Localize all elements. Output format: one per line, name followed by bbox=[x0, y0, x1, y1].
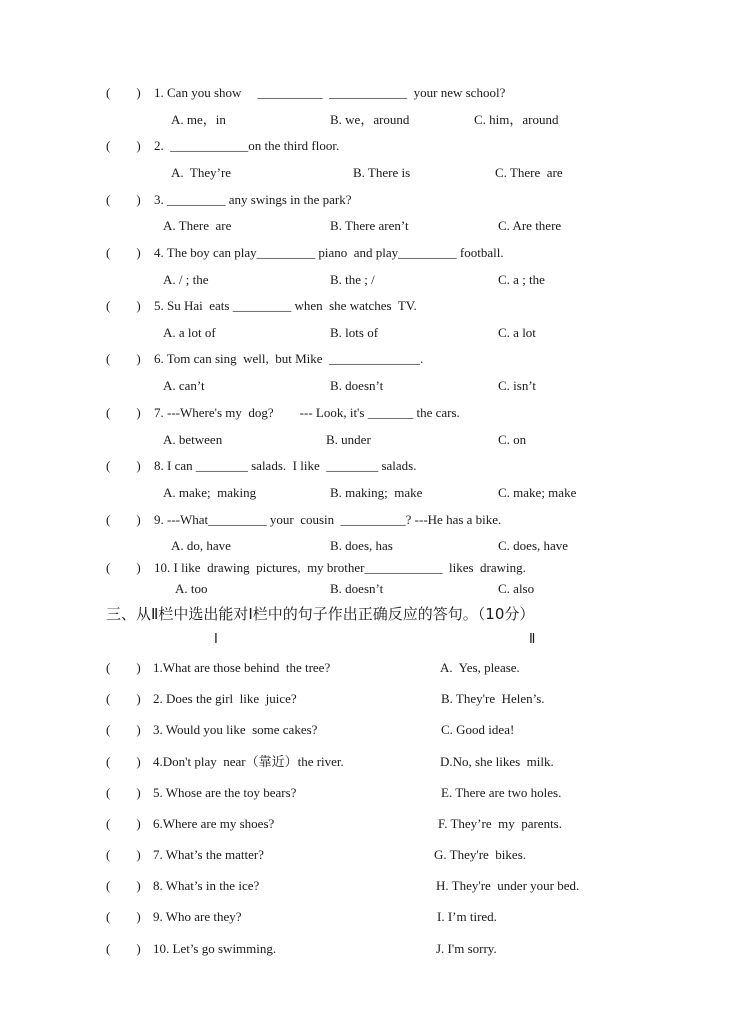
response-ii: G. They're bikes. bbox=[434, 847, 526, 862]
option-a: A. make; making bbox=[163, 485, 257, 500]
answer-blank[interactable]: ( ) bbox=[106, 192, 141, 207]
answer-blank[interactable]: ( ) bbox=[106, 722, 141, 737]
column-ii-header: Ⅱ bbox=[529, 632, 536, 647]
question-stem: 10. I like drawing pictures, my brother____________ likes drawing. bbox=[154, 560, 526, 575]
option-c: C. a ; the bbox=[498, 272, 545, 287]
sentence-i: 8. What’s in the ice? bbox=[153, 878, 260, 893]
option-a: A. too bbox=[175, 581, 208, 596]
question-stem: 4. The boy can play_________ piano and play_________ football. bbox=[154, 245, 504, 260]
response-ii: B. They're Helen’s. bbox=[441, 691, 545, 706]
option-a: A. They’re bbox=[171, 165, 232, 180]
response-ii: I. I’m tired. bbox=[437, 909, 497, 924]
option-a: A. can’t bbox=[163, 378, 205, 393]
answer-blank[interactable]: ( ) bbox=[106, 405, 141, 420]
answer-blank[interactable]: ( ) bbox=[106, 754, 141, 769]
answer-blank[interactable]: ( ) bbox=[106, 878, 141, 893]
answer-blank[interactable]: ( ) bbox=[106, 245, 141, 260]
question-stem: 8. I can ________ salads. I like ________ salads. bbox=[154, 458, 417, 473]
option-c: C. does, have bbox=[498, 538, 569, 553]
option-b: B. lots of bbox=[330, 325, 379, 340]
option-a: A. me，in bbox=[171, 112, 226, 127]
response-ii: J. I'm sorry. bbox=[436, 941, 497, 956]
answer-blank[interactable]: ( ) bbox=[106, 909, 141, 924]
question-stem: 5. Su Hai eats _________ when she watches TV. bbox=[154, 298, 417, 313]
option-b: B. doesn’t bbox=[330, 581, 384, 596]
question-stem: 6. Tom can sing well, but Mike ______________. bbox=[154, 351, 424, 366]
response-ii: F. They’re my parents. bbox=[438, 816, 562, 831]
answer-blank[interactable]: ( ) bbox=[106, 816, 141, 831]
answer-blank[interactable]: ( ) bbox=[106, 351, 141, 366]
sentence-i: 7. What’s the matter? bbox=[153, 847, 264, 862]
sentence-i: 3. Would you like some cakes? bbox=[153, 722, 318, 737]
answer-blank[interactable]: ( ) bbox=[106, 691, 141, 706]
answer-blank[interactable]: ( ) bbox=[106, 298, 141, 313]
sentence-i: 10. Let’s go swimming. bbox=[153, 941, 277, 956]
option-c: C. There are bbox=[495, 165, 563, 180]
option-b: B. There aren’t bbox=[330, 218, 409, 233]
question-stem: 2. ____________on the third floor. bbox=[154, 138, 340, 153]
answer-blank[interactable]: ( ) bbox=[106, 560, 141, 575]
option-b: B. under bbox=[326, 432, 371, 447]
option-c: C. make; make bbox=[498, 485, 577, 500]
answer-blank[interactable]: ( ) bbox=[106, 660, 141, 675]
option-c: C. isn’t bbox=[498, 378, 537, 393]
option-c: C. on bbox=[498, 432, 527, 447]
answer-blank[interactable]: ( ) bbox=[106, 458, 141, 473]
option-a: A. / ; the bbox=[163, 272, 209, 287]
answer-blank[interactable]: ( ) bbox=[106, 85, 141, 100]
option-b: B. the ; / bbox=[330, 272, 375, 287]
option-a: A. do, have bbox=[171, 538, 231, 553]
option-b: B. does, has bbox=[330, 538, 393, 553]
response-ii: C. Good idea! bbox=[441, 722, 515, 737]
question-stem: 3. _________ any swings in the park? bbox=[154, 192, 352, 207]
option-b: B. doesn’t bbox=[330, 378, 384, 393]
question-stem: 7. ---Where's my dog? --- Look, it's _______ the cars. bbox=[154, 405, 460, 420]
sentence-i: 9. Who are they? bbox=[153, 909, 242, 924]
answer-blank[interactable]: ( ) bbox=[106, 512, 141, 527]
question-stem: 9. ---What_________ your cousin __________? ---He has a bike. bbox=[154, 512, 502, 527]
sentence-i: 1.What are those behind the tree? bbox=[153, 660, 331, 675]
question-stem: 1. Can you show __________ ____________ your new school? bbox=[154, 85, 506, 100]
response-ii: D.No, she likes milk. bbox=[440, 754, 554, 769]
option-b: B. we，around bbox=[330, 112, 410, 127]
option-a: A. There are bbox=[163, 218, 232, 233]
answer-blank[interactable]: ( ) bbox=[106, 941, 141, 956]
response-ii: A. Yes, please. bbox=[440, 660, 520, 675]
option-b: B. making; make bbox=[330, 485, 423, 500]
option-c: C. also bbox=[498, 581, 535, 596]
option-c: C. a lot bbox=[498, 325, 536, 340]
sentence-i: 6.Where are my shoes? bbox=[153, 816, 275, 831]
sentence-i: 5. Whose are the toy bears? bbox=[153, 785, 297, 800]
option-a: A. a lot of bbox=[163, 325, 216, 340]
response-ii: E. There are two holes. bbox=[441, 785, 562, 800]
sentence-i: 2. Does the girl like juice? bbox=[153, 691, 297, 706]
column-i-header: Ⅰ bbox=[214, 632, 218, 647]
option-c: C. Are there bbox=[498, 218, 562, 233]
option-b: B. There is bbox=[353, 165, 411, 180]
response-ii: H. They're under your bed. bbox=[436, 878, 580, 893]
section-heading: 三、从Ⅱ栏中选出能对Ⅰ栏中的句子作出正确反应的答句。（10分） bbox=[106, 605, 535, 623]
option-a: A. between bbox=[163, 432, 223, 447]
answer-blank[interactable]: ( ) bbox=[106, 847, 141, 862]
sentence-i: 4.Don't play near（靠近）the river. bbox=[153, 754, 344, 769]
option-c: C. him，around bbox=[474, 112, 559, 127]
answer-blank[interactable]: ( ) bbox=[106, 138, 141, 153]
answer-blank[interactable]: ( ) bbox=[106, 785, 141, 800]
